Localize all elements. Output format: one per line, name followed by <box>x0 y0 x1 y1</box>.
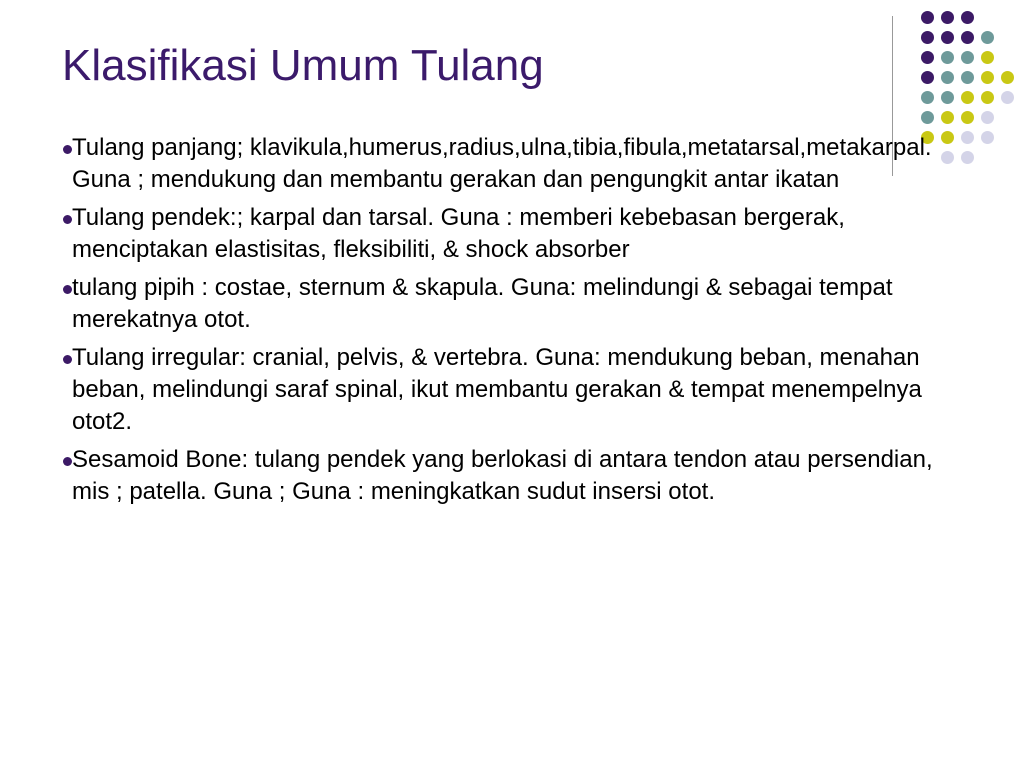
decorative-dot-yellow <box>981 51 994 64</box>
bullet-dot-icon <box>63 285 72 294</box>
decorative-dot-yellow <box>961 111 974 124</box>
decorative-dot-purple <box>921 31 934 44</box>
bullet-list <box>62 132 952 514</box>
decorative-dot-lavender <box>981 131 994 144</box>
decorative-dot-lavender <box>961 131 974 144</box>
decorative-dot-teal <box>941 91 954 104</box>
decorative-dot-teal <box>921 111 934 124</box>
decorative-dot-yellow <box>941 111 954 124</box>
bullet-item <box>62 272 952 336</box>
decorative-dot-purple <box>921 71 934 84</box>
decorative-dot-lavender <box>1001 91 1014 104</box>
decorative-dot-lavender <box>961 151 974 164</box>
decorative-dot-purple <box>961 11 974 24</box>
decorative-dot-purple <box>921 51 934 64</box>
decorative-dot-purple <box>941 11 954 24</box>
bullet-dot-icon <box>63 355 72 364</box>
decorative-dot-teal <box>941 71 954 84</box>
bullet-text: tulang pipih : costae, sternum & skapula. Guna: melindungi & sebagai tempat merekatnya otot. <box>72 274 893 333</box>
bullet-text: Sesamoid Bone: tulang pendek yang berlokasi di antara tendon atau persendian, mis ; patella. Guna ; Guna : meningkatkan sudut insersi otot. <box>72 446 933 505</box>
decorative-dot-yellow <box>981 91 994 104</box>
bullet-text: Tulang irregular: cranial, pelvis, & vertebra. Guna: mendukung beban, menahan beban, melindungi saraf spinal, ikut membantu gerakan & tempat menempelnya otot2. <box>72 344 922 435</box>
decorative-dot-teal <box>941 51 954 64</box>
decorative-dot-teal <box>981 31 994 44</box>
decorative-dot-teal <box>961 71 974 84</box>
decorative-dot-teal <box>961 51 974 64</box>
decorative-dot-purple <box>961 31 974 44</box>
bullet-dot-icon <box>63 215 72 224</box>
bullet-item <box>62 444 952 508</box>
bullet-dot-icon <box>63 457 72 466</box>
slide-title: Klasifikasi Umum Tulang <box>62 41 544 90</box>
decorative-dot-purple <box>921 11 934 24</box>
decorative-dot-yellow <box>1001 71 1014 84</box>
decorative-dot-yellow <box>961 91 974 104</box>
decorative-dot-lavender <box>981 111 994 124</box>
bullet-text: Tulang pendek:; karpal dan tarsal. Guna : memberi kebebasan bergerak, menciptakan elastisitas, fleksibiliti, & shock absorber <box>72 204 845 263</box>
decorative-dot-yellow <box>981 71 994 84</box>
decorative-dot-purple <box>941 31 954 44</box>
bullet-item <box>62 342 952 438</box>
decorative-dot-teal <box>921 91 934 104</box>
bullet-item <box>62 202 952 266</box>
bullet-item <box>62 132 952 196</box>
bullet-dot-icon <box>63 145 72 154</box>
bullet-text: Tulang panjang; klavikula,humerus,radius,ulna,tibia,fibula,metatarsal,metakarpal. Guna ; mendukung dan membantu gerakan dan pengungkit antar ikatan <box>72 134 932 193</box>
